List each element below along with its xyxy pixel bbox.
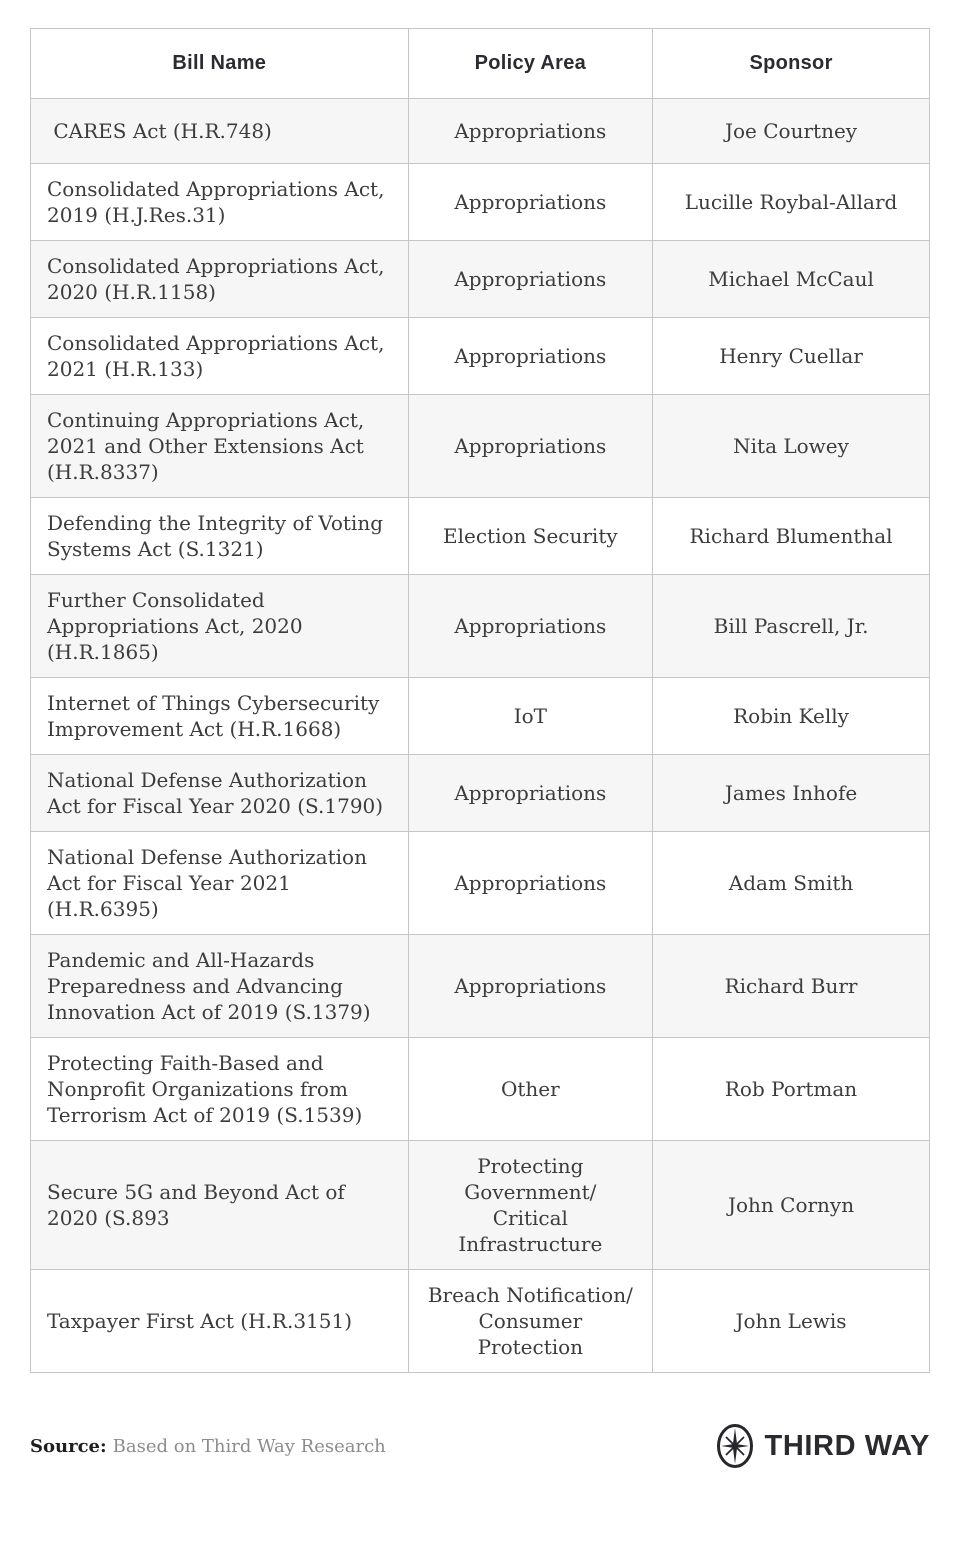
policy-area-cell: Election Security [408, 498, 653, 575]
sponsor-cell: Bill Pascrell, Jr. [653, 575, 930, 678]
footer [30, 1373, 930, 1469]
table-row [31, 1270, 930, 1373]
table-row [31, 678, 930, 755]
bill-name-cell: Protecting Faith-Based and Nonprofit Organizations from Terrorism Act of 2019 (S.1539) [31, 1038, 409, 1141]
policy-area-cell: Appropriations [408, 395, 653, 498]
sponsor-cell: Rob Portman [653, 1038, 930, 1141]
sponsor-cell: Henry Cuellar [653, 318, 930, 395]
policy-area-cell: Appropriations [408, 755, 653, 832]
bill-name-cell: Further Consolidated Appropriations Act, 2020 (H.R.1865) [31, 575, 409, 678]
bill-name-cell: Consolidated Appropriations Act, 2021 (H.R.133) [31, 318, 409, 395]
table-row [31, 575, 930, 678]
bill-name-cell: National Defense Authorization Act for Fiscal Year 2021 (H.R.6395) [31, 832, 409, 935]
sponsor-cell: Robin Kelly [653, 678, 930, 755]
table-header-row [31, 29, 930, 99]
bill-name-cell: Secure 5G and Beyond Act of 2020 (S.893 [31, 1141, 409, 1270]
bill-name-cell: Taxpayer First Act (H.R.3151) [31, 1270, 409, 1373]
table-row [31, 935, 930, 1038]
bill-name-cell: National Defense Authorization Act for Fiscal Year 2020 (S.1790) [31, 755, 409, 832]
table-row [31, 318, 930, 395]
policy-area-cell: Breach Notification/ Consumer Protection [408, 1270, 653, 1373]
table-row [31, 1141, 930, 1270]
policy-area-cell: Appropriations [408, 164, 653, 241]
policy-area-cell: Appropriations [408, 241, 653, 318]
policy-area-cell: Appropriations [408, 935, 653, 1038]
policy-area-cell: Other [408, 1038, 653, 1141]
sponsor-cell: John Cornyn [653, 1141, 930, 1270]
table-row [31, 755, 930, 832]
bill-name-cell: Continuing Appropriations Act, 2021 and Other Extensions Act (H.R.8337) [31, 395, 409, 498]
table-row [31, 241, 930, 318]
table-row [31, 498, 930, 575]
bill-name-cell: Consolidated Appropriations Act, 2020 (H.R.1158) [31, 241, 409, 318]
policy-area-cell: Appropriations [408, 99, 653, 164]
table-row [31, 395, 930, 498]
sponsor-cell: James Inhofe [653, 755, 930, 832]
source-label: Source: [30, 1435, 107, 1457]
bill-name-cell: Pandemic and All-Hazards Preparedness and Advancing Innovation Act of 2019 (S.1379) [31, 935, 409, 1038]
source-note [30, 1436, 386, 1457]
column-header-policy-area: Policy Area [408, 29, 653, 99]
bill-name-cell: CARES Act (H.R.748) [31, 99, 409, 164]
column-header-bill-name: Bill Name [31, 29, 409, 99]
bill-name-cell: Internet of Things Cybersecurity Improvement Act (H.R.1668) [31, 678, 409, 755]
sponsor-cell: Nita Lowey [653, 395, 930, 498]
sponsor-cell: John Lewis [653, 1270, 930, 1373]
source-text: Based on Third Way Research [112, 1435, 386, 1457]
sponsor-cell: Richard Blumenthal [653, 498, 930, 575]
sponsor-cell: Lucille Roybal-Allard [653, 164, 930, 241]
policy-area-cell: Appropriations [408, 575, 653, 678]
sponsor-cell: Adam Smith [653, 832, 930, 935]
brand-wordmark: THIRD WAY [764, 1429, 930, 1462]
sponsor-cell: Richard Burr [653, 935, 930, 1038]
policy-area-cell: Protecting Government/ Critical Infrastructure [408, 1141, 653, 1270]
policy-area-cell: Appropriations [408, 832, 653, 935]
table-row [31, 1038, 930, 1141]
column-header-sponsor: Sponsor [653, 29, 930, 99]
compass-star-icon [715, 1423, 755, 1469]
bill-name-cell: Consolidated Appropriations Act, 2019 (H.J.Res.31) [31, 164, 409, 241]
bills-table [30, 28, 930, 1373]
policy-area-cell: Appropriations [408, 318, 653, 395]
sponsor-cell: Michael McCaul [653, 241, 930, 318]
table-row [31, 164, 930, 241]
policy-area-cell: IoT [408, 678, 653, 755]
table-row [31, 99, 930, 164]
brand-logo [715, 1423, 930, 1469]
bill-name-cell: Defending the Integrity of Voting Systems Act (S.1321) [31, 498, 409, 575]
table-row [31, 832, 930, 935]
sponsor-cell: Joe Courtney [653, 99, 930, 164]
